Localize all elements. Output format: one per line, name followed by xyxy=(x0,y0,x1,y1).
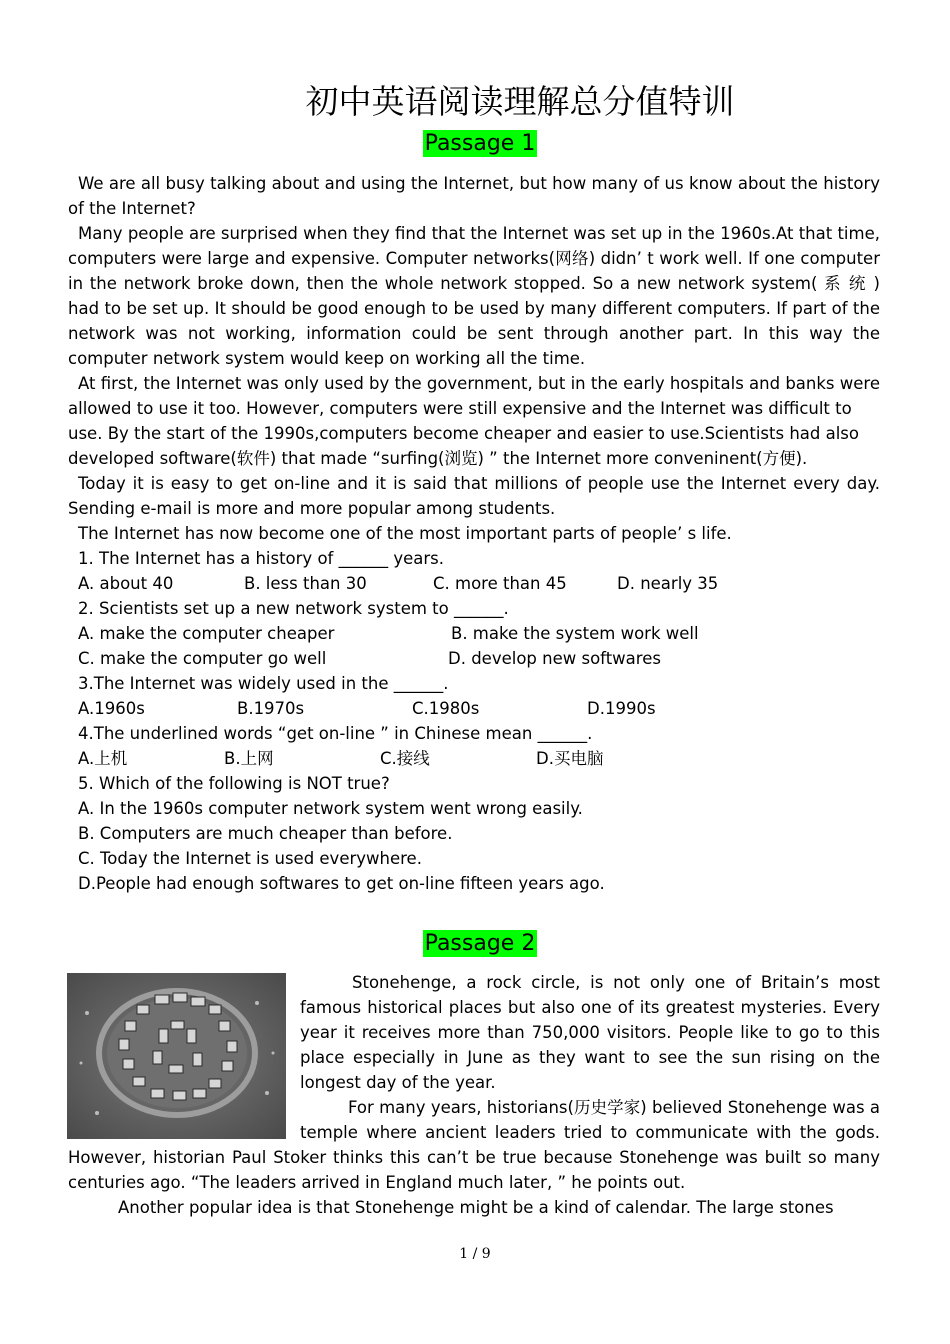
question-4: 4.The underlined words “get on-line ” in Chinese mean ______. xyxy=(78,724,593,743)
passage-2-paragraph: Stonehenge, a rock circle, is not only one of Britain’s most famous historical places but also one of its greatest mysteries. Every year it receives more than 750,000 visitors. People like to go to this place especially in June as they want to see the sun rising on the longest day of the year. xyxy=(300,973,880,1092)
passage-2-label xyxy=(0,931,950,956)
option-d: D. nearly 35 xyxy=(617,574,719,593)
question-4-options xyxy=(68,746,880,771)
option-c: C.1980s xyxy=(412,699,480,718)
option-d: D.买电脑 xyxy=(536,749,604,768)
passage-2-body xyxy=(68,970,880,1220)
option-a: A. make the computer cheaper xyxy=(78,624,335,643)
passage-2-label-text: Passage 2 xyxy=(424,931,536,956)
question-1-options xyxy=(68,571,880,596)
passage-1-label-text: Passage 1 xyxy=(424,131,536,156)
passage-2-paragraph: For many years, historians(历史学家) believed Stonehenge was a temple where ancient leaders tried to communicate with the gods. However, historian Paul Stoker thinks this can’t be true because Stonehenge was built so many centuries ago. “The leaders arrived in England much later, ” he points out. xyxy=(68,1098,880,1192)
option-c: C. more than 45 xyxy=(433,574,567,593)
option-b: B. less than 30 xyxy=(244,574,367,593)
option-a: A.上机 xyxy=(78,749,128,768)
passage-2-paragraph: Another popular idea is that Stonehenge might be a kind of calendar. The large stones xyxy=(118,1198,834,1217)
passage-1-label xyxy=(0,131,950,156)
option-d: D. develop new softwares xyxy=(448,649,661,668)
question-5: 5. Which of the following is NOT true? xyxy=(78,774,390,793)
question-3-options xyxy=(68,696,880,721)
passage-1-paragraph: At first, the Internet was only used by the government, but in the early hospitals and banks were allowed to use it too. However, computers were still expensive and the Internet was difficult to use. By the start of the 1990s,computers become cheaper and easier to use.Scientists had also developed software(软件) that made “surfing(浏览) ” the Internet more conveninent(方便). xyxy=(68,374,880,468)
option-c: C. Today the Internet is used everywhere. xyxy=(78,849,422,868)
question-3: 3.The Internet was widely used in the ______. xyxy=(78,674,449,693)
question-2-options-cd xyxy=(68,646,880,671)
question-2: 2. Scientists set up a new network system to ______. xyxy=(78,599,509,618)
passage-1-paragraph: The Internet has now become one of the most important parts of people’ s life. xyxy=(78,524,732,543)
passage-1-paragraph: We are all busy talking about and using the Internet, but how many of us know about the history of the Internet? xyxy=(68,174,880,218)
option-c: C. make the computer go well xyxy=(78,649,327,668)
document-title: 初中英语阅读理解总分值特训 xyxy=(305,82,735,121)
option-a: A. In the 1960s computer network system went wrong easily. xyxy=(78,799,583,818)
option-d: D.1990s xyxy=(587,699,656,718)
question-2-options-ab xyxy=(68,621,880,646)
option-b: B. Computers are much cheaper than before. xyxy=(78,824,453,843)
option-b: B.1970s xyxy=(237,699,305,718)
option-d: D.People had enough softwares to get on-line fifteen years ago. xyxy=(78,874,605,893)
option-c: C.接线 xyxy=(380,749,430,768)
option-b: B. make the system work well xyxy=(451,624,699,643)
option-b: B.上网 xyxy=(224,749,274,768)
option-a: A.1960s xyxy=(78,699,145,718)
passage-1-paragraph: Many people are surprised when they find that the Internet was set up in the 1960s.At that time, computers were large and expensive. Computer networks(网络) didn’ t work well. If one computer in the network broke down, then the whole network stopped. So a new network system( 系 统 ) had to be set up. It should be good enough to be used by many different computers. If part of the network was not working, information could be sent through another part. In this way the computer network system would keep on working all the time. xyxy=(68,224,880,368)
page-number: 1 / 9 xyxy=(459,1246,491,1262)
passage-1-body xyxy=(68,171,880,896)
question-1: 1. The Internet has a history of ______ years. xyxy=(78,549,444,568)
option-a: A. about 40 xyxy=(78,574,174,593)
passage-1-paragraph: Today it is easy to get on-line and it is said that millions of people use the Internet every day. Sending e-mail is more and more popular among students. xyxy=(68,474,880,518)
image-spacer xyxy=(68,970,300,1140)
